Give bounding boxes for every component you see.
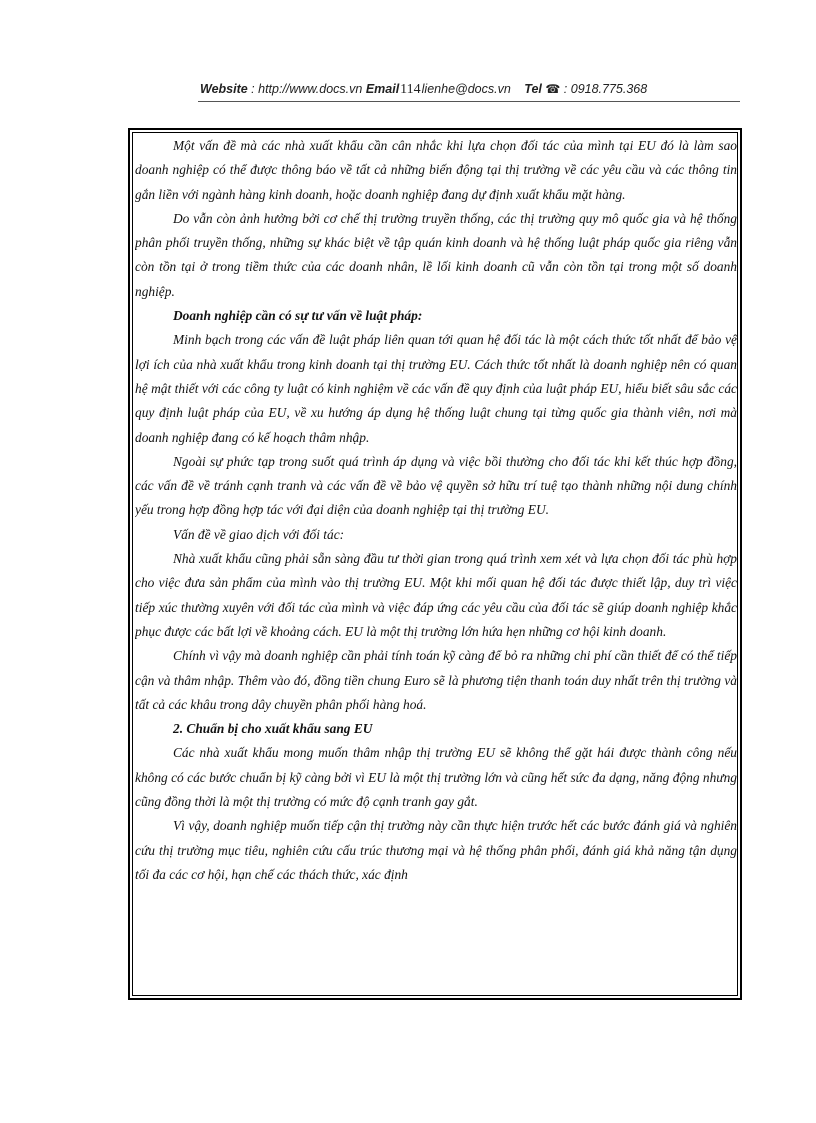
- paragraph: Nhà xuất khẩu cũng phải sẵn sàng đầu tư thời gian trong quá trình xem xét và lựa chọn đối tác phù hợp cho việc đưa sản phẩm của mình vào thị trường EU. Một khi mối quan hệ đối tác được thiết lập, duy trì việc tiếp xúc thường xuyên với đối tác của mình và việc đáp ứng các yêu cầu của đối tác sẽ giúp doanh nghiệp khắc phục được các bất lợi về khoảng cách. EU là một thị trường lớn hứa hẹn những cơ hội kinh doanh.: [135, 551, 737, 639]
- section-heading: Doanh nghiệp cần có sự tư vấn về luật pháp:: [173, 308, 423, 324]
- section-heading: 2. Chuẩn bị cho xuất khẩu sang EU: [173, 721, 373, 737]
- email-label: Email: [365, 82, 400, 96]
- page-header: [200, 82, 740, 98]
- paragraph: Do vẫn còn ảnh hưởng bởi cơ chế thị trường truyền thống, các thị trường quy mô quốc gia và hệ thống phân phối truyền thống, những sự khác biệt về tập quán kinh doanh và hệ thống luật pháp quốc gia riêng vẫn còn tồn tại ở trong tiềm thức của các doanh nhân, lề lối kinh doanh cũ vẫn còn tồn tại trong một số doanh nghiệp.: [135, 210, 737, 299]
- paragraph: Chính vì vậy mà doanh nghiệp cần phải tính toán kỹ càng để bỏ ra những chi phí cần thiết để có thể tiếp cận và thâm nhập. Thêm vào đó, đồng tiền chung Euro sẽ là phương tiện thanh toán duy nhất trên thị trường và tất cả các khâu trong dây chuyền phân phối hàng hoá.: [135, 648, 737, 712]
- paragraph: Vì vậy, doanh nghiệp muốn tiếp cận thị trường này cần thực hiện trước hết các bước đánh giá và nghiên cứu thị trường mục tiêu, nghiên cứu cấu trúc thương mại và hệ thống phân phối, đánh giá khả năng tận dụng tối đa các cơ hội, hạn chế các thách thức, xác định: [135, 818, 737, 882]
- website-label: Website: [200, 82, 248, 96]
- phone-icon: ☎: [545, 82, 561, 96]
- paragraph: Ngoài sự phức tạp trong suốt quá trình áp dụng và việc bồi thường cho đối tác khi kết thúc hợp đồng, các vấn đề về tránh cạnh tranh và các vấn đề về bảo vệ quyền sở hữu trí tuệ tạo thành những nội dung chính yếu trong hợp đồng hợp tác với đại diện của doanh nghiệp tại thị trường EU.: [135, 453, 737, 518]
- header-divider: [198, 101, 740, 102]
- paragraph: Vấn đề về giao dịch với đối tác:: [173, 526, 345, 542]
- website-value: : http://www.docs.vn: [247, 82, 366, 96]
- paragraph: Minh bạch trong các vấn đề luật pháp liên quan tới quan hệ đối tác là một cách thức tốt nhất để bảo vệ lợi ích của nhà xuất khẩu trong kinh doanh tại thị trường EU. Cách thức tốt nhất là doanh nghiệp nên có quan hệ mật thiết với các công ty luật có kinh nghiệm về các vấn đề quy định của luật pháp EU, hiểu biết sâu sắc các quy định luật pháp của EU, về xu hướng áp dụng hệ thống luật chung tại từng quốc gia thành viên, nơi mà doanh nghiệp đang có kế hoạch thâm nhập.: [135, 332, 737, 445]
- email-value: lienhe@docs.vn: [421, 82, 511, 96]
- page-number: 114: [400, 82, 421, 97]
- paragraph: Các nhà xuất khẩu mong muốn thâm nhập thị trường EU sẽ không thể gặt hái được thành công nếu không có các bước chuẩn bị kỹ càng bởi vì EU là một thị trường lớn và cũng hết sức đa dạng, năng động nhưng cũng đồng thời là một thị trường có mức độ cạnh tranh gay gắt.: [135, 745, 737, 810]
- tel-value: : 0918.775.368: [560, 82, 648, 96]
- tel-label: Tel: [524, 82, 542, 96]
- paragraph: Một vấn đề mà các nhà xuất khẩu cần cân nhắc khi lựa chọn đối tác của mình tại EU đó là làm sao doanh nghiệp có thể được thông báo về tất cả những biến động tại thị trường về các yêu cầu và các thông tin gắn liền với ngành hàng kinh doanh, hoặc doanh nghiệp đang dự định xuất khẩu mặt hàng.: [135, 138, 737, 202]
- document-body: [135, 134, 737, 996]
